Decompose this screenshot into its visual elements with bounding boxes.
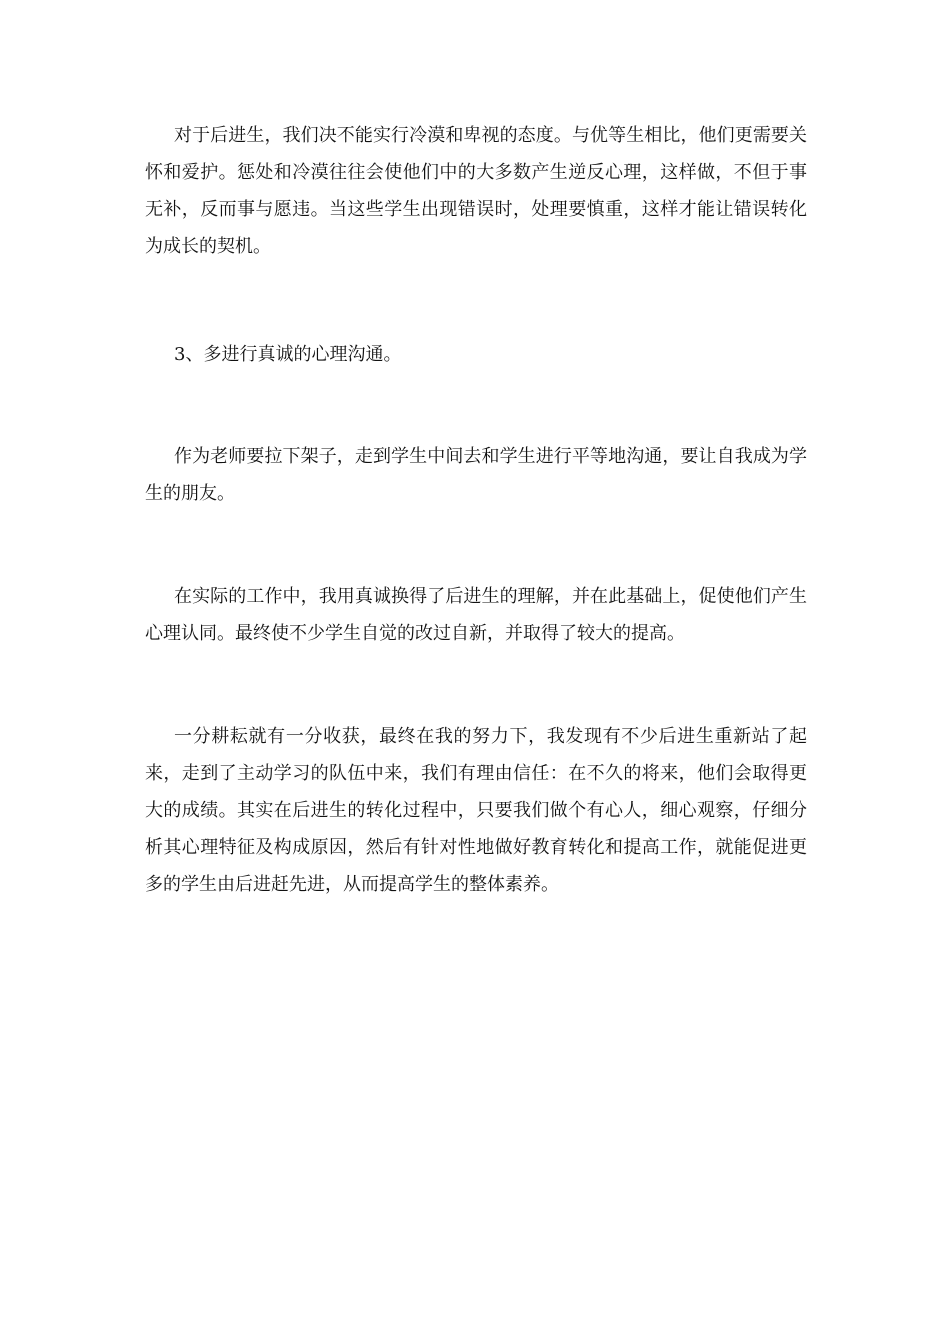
paragraph-teacher-role: 作为老师要拉下架子，走到学生中间去和学生进行平等地沟通，要让自我成为学生的朋友。 [145, 446, 807, 504]
paragraph-practical-work: 在实际的工作中，我用真诚换得了后进生的理解，并在此基础上，促使他们产生心理认同。最终使不少学生自觉的改过自新，并取得了较大的提高。 [145, 586, 807, 644]
paragraph-conclusion: 一分耕耘就有一分收获，最终在我的努力下，我发现有不少后进生重新站了起来，走到了主动学习的队伍中来，我们有理由信任：在不久的将来，他们会取得更大的成绩。其实在后进生的转化过程中，只要我们做个有心人，细心观察，仔细分析其心理特征及构成原因，然后有针对性地做好教育转化和提高工作，就能促进更多的学生由后进赶先进，从而提高学生的整体素养。 [145, 726, 807, 895]
section-heading-communication: 3、多进行真诚的心理沟通。 [174, 344, 402, 365]
paragraph-attitude-toward-students: 对于后进生，我们决不能实行冷漠和卑视的态度。与优等生相比，他们更需要关怀和爱护。惩处和冷漠往往会使他们中的大多数产生逆反心理，这样做，不但于事无补，反而事与愿违。当这些学生出现错误时，处理要慎重，这样才能让错误转化为成长的契机。 [145, 125, 807, 257]
